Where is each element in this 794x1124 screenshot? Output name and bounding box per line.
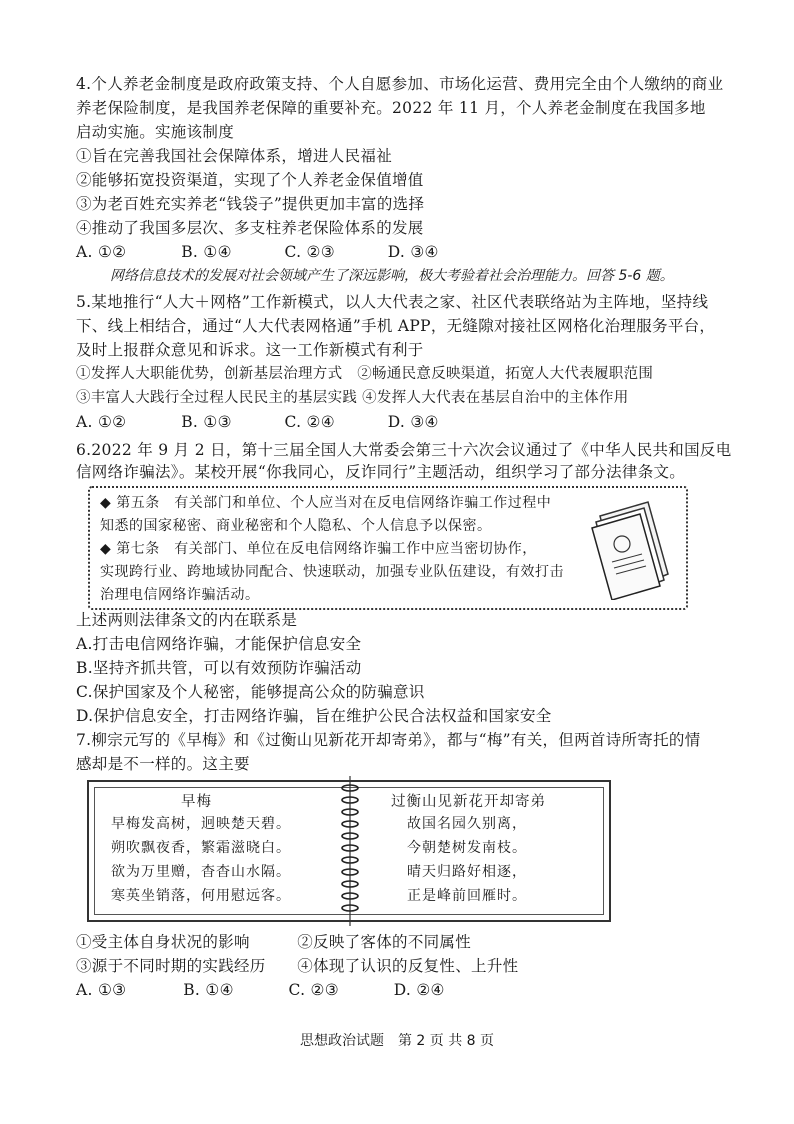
q7-items-row-2 — [76, 954, 518, 978]
poem-1-line-4: 寒英坐销落，何用慰远客。 — [111, 888, 291, 904]
q6-option-a: A.打击电信网络诈骗，才能保护信息安全 — [76, 635, 362, 653]
q6-option-b: B.坚持齐抓共管，可以有效预防诈骗活动 — [76, 659, 362, 677]
q5-items-3-4: ③丰富人大践行全过程人民民主的基层实践 ④发挥人大代表在基层自治中的主体作用 — [76, 390, 629, 406]
q7-item-2: ②反映了客体的不同属性 — [297, 933, 472, 951]
poem-box — [87, 780, 611, 922]
q7-line-1: 7.柳宗元写的《早梅》和《过衡山见新花开却寄弟》，都与“梅”有关，但两首诗所寄托的情 — [76, 731, 701, 749]
law-article-5-line-1: ◆ 第五条 有关部门和单位、个人应当对在反电信网络诈骗工作过程中 — [100, 495, 552, 511]
q5-line-1: 5.某地推行“人大＋网格”工作新模式，以人大代表之家、社区代表联络站为主阵地，坚持线 — [76, 293, 709, 311]
q6-stem: 上述两则法律条文的内在联系是 — [76, 611, 298, 629]
q4-item-4: ④推动了我国多层次、多支柱养老保险体系的发展 — [76, 219, 424, 237]
poem-2-title: 过衡山见新花开却寄弟 — [391, 794, 546, 810]
notebook-spiral-icon — [339, 776, 361, 926]
poem-1-line-1: 早梅发高树，迥映楚天碧。 — [111, 816, 291, 832]
poem-1-title: 早梅 — [181, 794, 212, 810]
q7-option-c: C. ②③ — [288, 981, 339, 999]
q7-items-row-1 — [76, 930, 471, 954]
q6-line-2: 信网络诈骗法》。某校开展“你我同心，反诈同行”主题活动，组织学习了部分法律条文。 — [76, 463, 686, 481]
law-excerpt-box — [88, 486, 688, 610]
q4-item-1: ①旨在完善我国社会保障体系，增进人民福祉 — [76, 147, 393, 165]
q4-option-b: B. ①④ — [181, 243, 232, 261]
q5-line-3: 及时上报群众意见和诉求。这一工作新模式有利于 — [76, 341, 424, 359]
q7-line-2: 感却是不一样的。这主要 — [76, 755, 250, 773]
q4-line-2: 养老保险制度，是我国养老保障的重要补充。2022 年 11 月，个人养老金制度在我国多地 — [76, 99, 706, 117]
poem-2-line-4: 正是峰前回雁时。 — [407, 888, 527, 904]
poem-2-line-3: 晴天归路好相逐， — [407, 864, 527, 880]
q6-option-c: C.保护国家及个人秘密，能够提高公众的防骗意识 — [76, 683, 425, 701]
intro-q5-6: 网络信息技术的发展对社会领域产生了深远影响，极大考验着社会治理能力。回答 5-6 题。 — [110, 268, 674, 284]
law-article-7-line-3: 治理电信网络诈骗活动。 — [100, 587, 260, 603]
q5-items-1-2: ①发挥人大职能优势，创新基层治理方式 ②畅通民意反映渠道，拓宽人大代表履职范围 — [76, 366, 654, 382]
poem-1-line-3: 欲为万里赠，杳杳山水隔。 — [111, 864, 291, 880]
q6-line-1: 6.2022 年 9 月 2 日，第十三届全国人大常委会第三十六次会议通过了《中华人民共和国反电 — [76, 441, 732, 459]
q4-option-c: C. ②③ — [284, 243, 335, 261]
law-book-icon — [590, 496, 672, 600]
q5-option-b: B. ①③ — [181, 413, 232, 431]
poem-1-line-2: 朔吹飘夜香，繁霜滋晓白。 — [111, 840, 291, 856]
law-article-5-line-2: 知悉的国家秘密、商业秘密和个人隐私、个人信息予以保密。 — [100, 518, 492, 534]
q5-option-c: C. ②④ — [284, 413, 335, 431]
q7-option-a: A. ①③ — [76, 981, 127, 999]
poem-2-line-2: 今朝楚树发南枝。 — [407, 840, 527, 856]
q4-options — [76, 240, 439, 264]
law-article-7-line-2: 实现跨行业、跨地域协同配合、快速联动，加强专业队伍建设，有效打击 — [100, 564, 564, 580]
q4-option-a: A. ①② — [76, 243, 127, 261]
q4-item-2: ②能够拓宽投资渠道，实现了个人养老金保值增值 — [76, 171, 424, 189]
q7-options — [76, 978, 445, 1002]
q4-line-1: 4.个人养老金制度是政府政策支持、个人自愿参加、市场化运营、费用完全由个人缴纳的商业 — [76, 75, 724, 93]
q5-options — [76, 410, 439, 434]
q7-option-d: D. ②④ — [393, 981, 445, 999]
q6-option-d: D.保护信息安全，打击网络诈骗，旨在维护公民合法权益和国家安全 — [76, 707, 552, 725]
q4-item-3: ③为老百姓充实养老“钱袋子”提供更加丰富的选择 — [76, 195, 425, 213]
poem-2-line-1: 故国名园久别离， — [407, 816, 527, 832]
law-article-7-line-1: ◆ 第七条 有关部门、单位在反电信网络诈骗工作中应当密切协作， — [100, 541, 537, 557]
page-footer: 思想政治试题 第 2 页 共 8 页 — [299, 1033, 495, 1049]
q7-item-3: ③源于不同时期的实践经历 — [76, 957, 266, 975]
q4-option-d: D. ③④ — [387, 243, 439, 261]
q5-line-2: 下、线上相结合，通过“人大代表网格通”手机 APP，无缝隙对接社区网格化治理服务平台， — [76, 317, 716, 335]
q5-option-a: A. ①② — [76, 413, 127, 431]
q4-line-3: 启动实施。实施该制度 — [76, 123, 235, 141]
q5-option-d: D. ③④ — [387, 413, 439, 431]
q7-item-1: ①受主体自身状况的影响 — [76, 933, 250, 951]
q7-option-b: B. ①④ — [183, 981, 234, 999]
q7-item-4: ④体现了认识的反复性、上升性 — [297, 957, 519, 975]
